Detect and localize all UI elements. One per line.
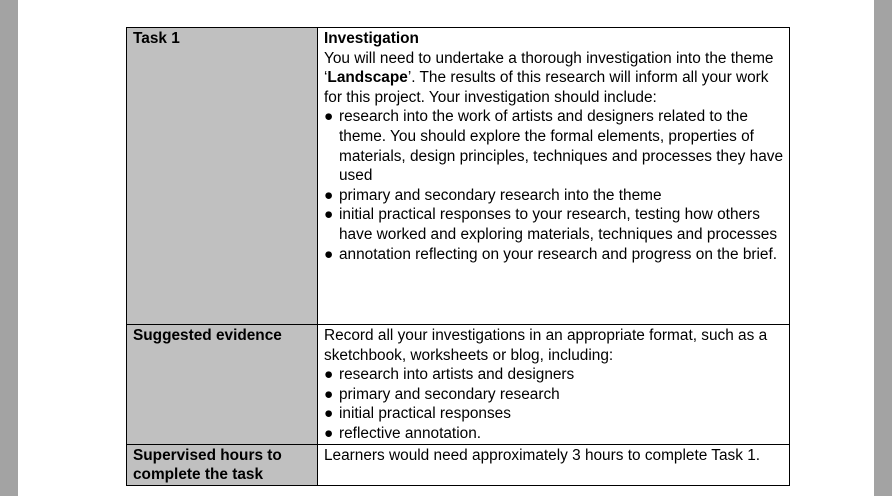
evidence-label: Suggested evidence	[133, 327, 282, 344]
hours-text: Learners would need approximately 3 hours to complete Task 1.	[324, 446, 761, 464]
list-item: ● annotation reflecting on your research and progress on the brief.	[324, 245, 778, 263]
task-bullet-list	[324, 107, 783, 264]
document-page	[18, 0, 874, 496]
task-row	[127, 28, 790, 325]
task-content-cell	[318, 28, 790, 325]
bullet-icon: ●	[324, 108, 334, 126]
hours-content-cell	[318, 444, 790, 485]
bullet-icon: ●	[324, 366, 334, 384]
theme-name: Landscape	[327, 69, 408, 87]
bullet-icon: ●	[324, 206, 334, 224]
task-intro: You will need to undertake a thorough investigation into the theme ‘Landscape’. The results of this research will inform all your work for this project. Your investigation should include:	[324, 49, 774, 106]
evidence-intro: Record all your investigations in an appropriate format, such as a sketchbook, worksheets or blog, including:	[324, 327, 768, 364]
bullet-icon: ●	[324, 186, 334, 204]
bullet-icon: ●	[324, 245, 334, 263]
task-label-cell	[127, 28, 318, 325]
task-heading: Investigation	[324, 30, 419, 47]
bullet-icon: ●	[324, 405, 334, 423]
task-brief-table	[126, 27, 790, 486]
evidence-bullet-list	[324, 365, 783, 443]
list-item: ● initial practical responses	[324, 405, 511, 423]
hours-label-cell	[127, 444, 318, 485]
list-item: ● reflective annotation.	[324, 424, 482, 442]
list-item: ● research into the work of artists and designers related to the theme. You should explore the formal elements, properties of materials, design principles, techniques and processes they have used	[324, 108, 784, 185]
list-item: ● primary and secondary research into the theme	[324, 186, 662, 204]
list-item: ● research into artists and designers	[324, 366, 575, 384]
task-label: Task 1	[133, 30, 180, 47]
bullet-icon: ●	[324, 424, 334, 442]
hours-row	[127, 444, 790, 485]
bullet-icon: ●	[324, 385, 334, 403]
list-item: ● primary and secondary research	[324, 385, 560, 403]
evidence-row	[127, 325, 790, 445]
evidence-content-cell	[318, 325, 790, 445]
evidence-label-cell	[127, 325, 318, 445]
list-item: ● initial practical responses to your research, testing how others have worked and exploring materials, techniques and processes	[324, 206, 778, 243]
hours-label: Supervised hours to complete the task	[133, 446, 282, 484]
